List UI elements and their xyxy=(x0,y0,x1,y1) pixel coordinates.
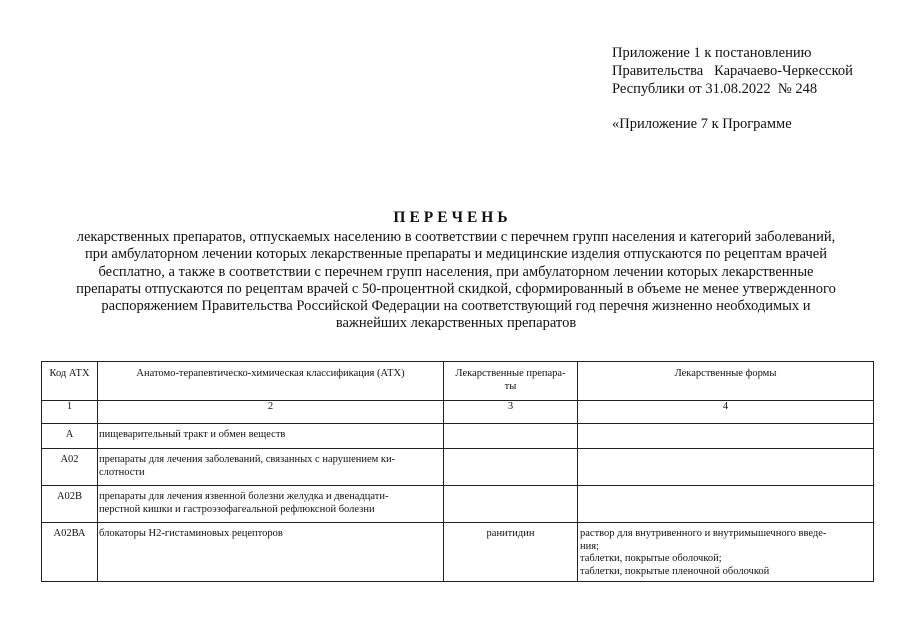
subtitle-line: препараты отпускаются по рецептам врачей с 50-процентной скидкой, сформированный в объеме не менее утвержденного xyxy=(76,280,836,297)
table-row xyxy=(42,523,874,582)
column-number: 4 xyxy=(578,401,874,424)
header-classification: Анатомо-терапевтическо-химическая классификация (АТХ) xyxy=(98,362,444,401)
drug-name xyxy=(444,424,578,449)
table-row xyxy=(42,424,874,449)
document-subtitle xyxy=(40,229,872,333)
attachment-line: Правительства Карачаево-Черкесской xyxy=(612,63,853,79)
header-drugs-line: ты xyxy=(504,380,517,392)
dosage-form-line: таблетки, покрытые пленочной оболочкой xyxy=(580,565,770,577)
atx-code: А02ВА xyxy=(42,523,98,582)
atx-classification: пищеварительный тракт и обмен веществ xyxy=(98,424,444,449)
column-number: 2 xyxy=(98,401,444,424)
drug-name xyxy=(444,449,578,486)
column-number-row xyxy=(42,401,874,424)
subtitle-line: бесплатно, а также в соответствии с перечнем групп населения, при амбулаторном лечении которых лекарственные xyxy=(98,263,814,280)
dosage-form-line: раствор для внутривенного и внутримышечного введе- xyxy=(580,528,827,539)
header-drugs xyxy=(444,362,578,401)
appendix-note: «Приложение 7 к Программе xyxy=(612,116,792,132)
attachment-line: Республики от 31.08.2022 № 248 xyxy=(612,81,818,97)
column-number: 3 xyxy=(444,401,578,424)
subtitle-line: важнейших лекарственных препаратов xyxy=(335,315,577,332)
attachment-line: Приложение 1 к постановлению xyxy=(612,45,812,61)
dosage-forms xyxy=(578,449,874,486)
header-code: Код АТХ xyxy=(42,362,98,401)
column-number: 1 xyxy=(42,401,98,424)
header-drugs-line: Лекарственные препара- xyxy=(455,368,566,379)
atx-code: А xyxy=(42,424,98,449)
atx-classification: блокаторы Н2-гистаминовых рецепторов xyxy=(98,523,444,582)
subtitle-line: при амбулаторном лечении которых лекарственные препараты и медицинские изделия отпускаются по рецептам врачей xyxy=(85,246,827,263)
subtitle-line: распоряжением Правительства Российской Федерации на соответствующий год перечня жизненно необходимых и xyxy=(101,298,811,315)
attachment-note xyxy=(612,44,892,98)
document-title: ПЕРЕЧЕНЬ xyxy=(393,209,512,226)
drug-list-table xyxy=(41,361,874,582)
dosage-forms xyxy=(578,523,874,582)
subtitle-line: лекарственных препаратов, отпускаемых населению в соответствии с перечнем групп населения и категорий заболеваний, xyxy=(76,229,836,245)
header-forms: Лекарственные формы xyxy=(578,362,874,401)
drug-name xyxy=(444,486,578,523)
dosage-form-line: таблетки, покрытые оболочкой; xyxy=(580,553,722,564)
drug-name: ранитидин xyxy=(444,523,578,582)
dosage-form-line: ния; xyxy=(580,540,599,552)
atx-code: А02 xyxy=(42,449,98,486)
dosage-forms xyxy=(578,424,874,449)
atx-classification: препараты для лечения заболеваний, связанных с нарушением ки- слотности xyxy=(98,449,444,486)
table-row xyxy=(42,486,874,523)
dosage-forms xyxy=(578,486,874,523)
table-header-row xyxy=(42,362,874,401)
table-row xyxy=(42,449,874,486)
atx-classification: препараты для лечения язвенной болезни желудка и двенадцати- перстной кишки и гастроэзофагеальной рефлюксной болезни xyxy=(98,486,444,523)
atx-code: А02В xyxy=(42,486,98,523)
